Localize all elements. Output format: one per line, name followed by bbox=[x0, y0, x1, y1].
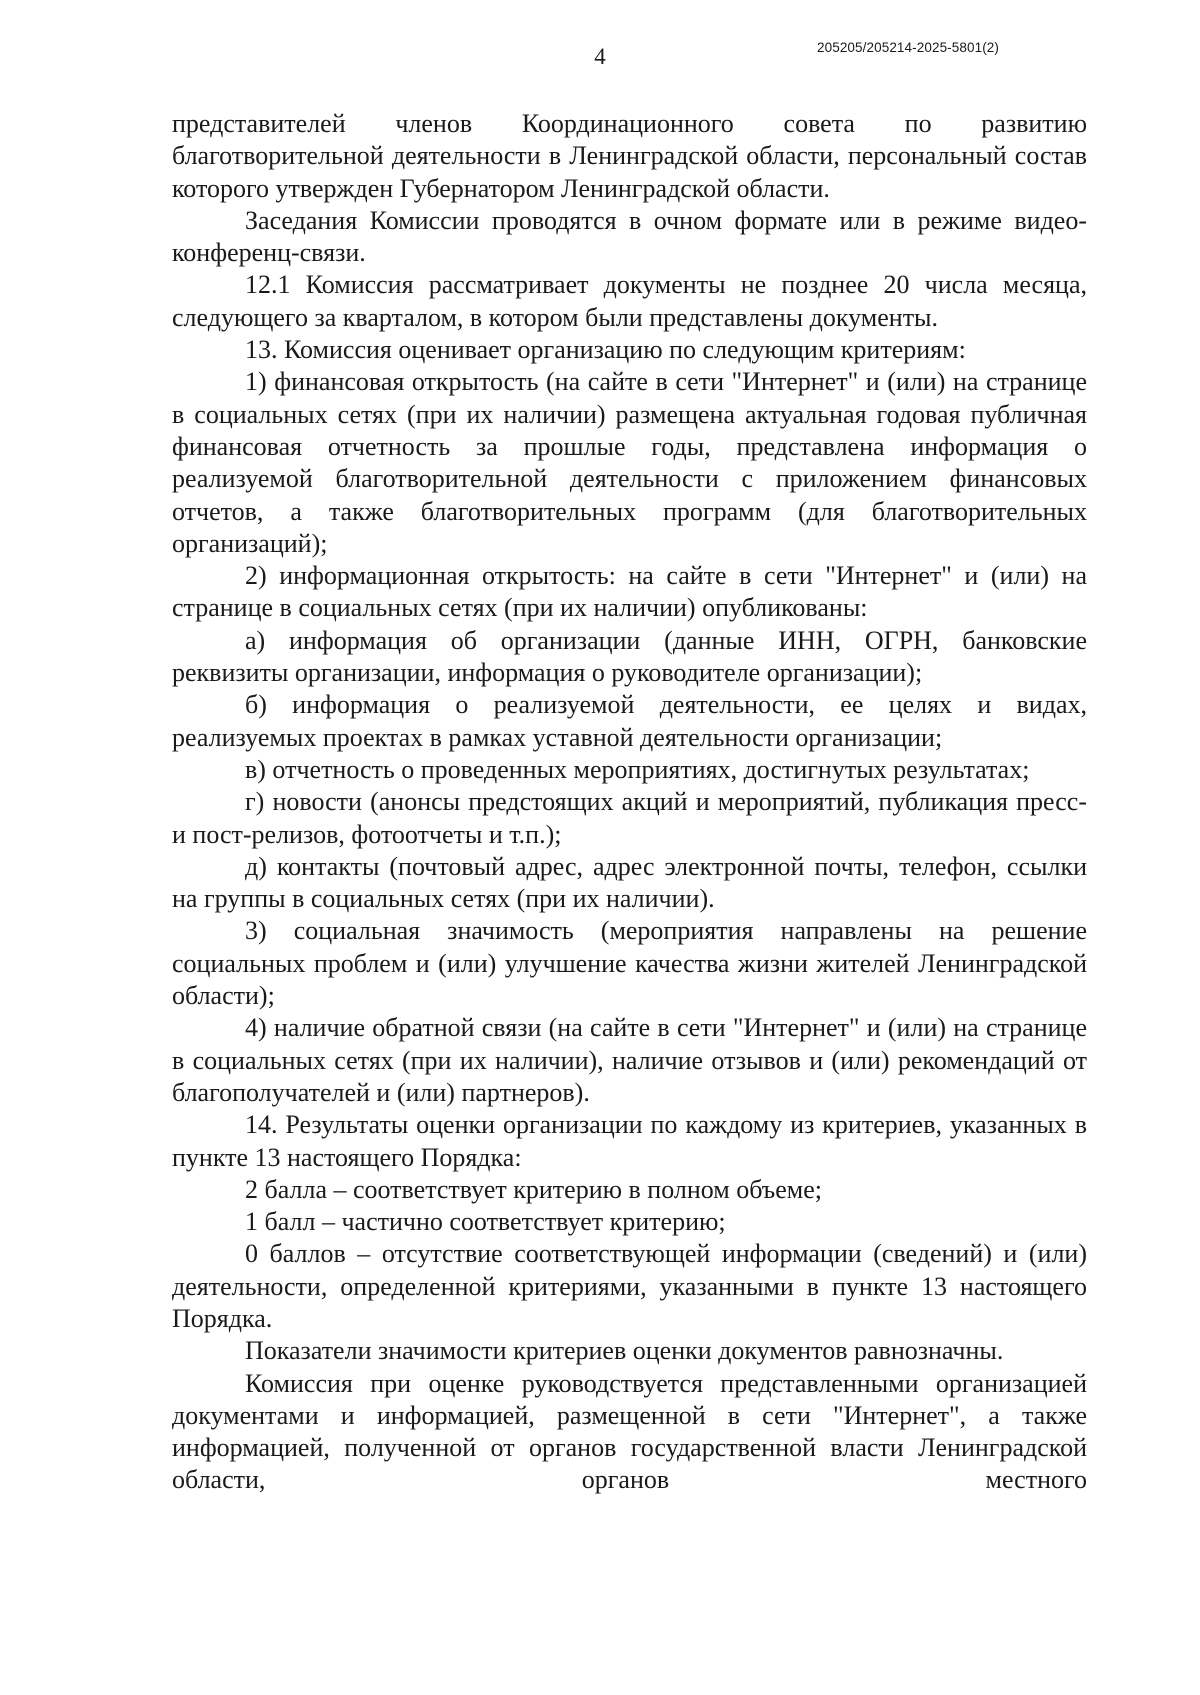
document-id: 205205/205214-2025-5801(2) bbox=[817, 40, 1000, 55]
paragraph-12-1: 12.1 Комиссия рассматривает документы не позднее 20 числа месяца, следующего за кварталом, в котором были представлены документы. bbox=[172, 270, 1087, 332]
paragraph-council-representatives: представителей членов Координационного совета по развитию благотворительной деятельности в Ленинградской области, персональный состав которого утвержден Губернатором Ленинградской области. bbox=[172, 109, 1087, 203]
paragraph-score-1: 1 балл – частично соответствует критерию; bbox=[245, 1207, 726, 1237]
paragraph-meeting-format: Заседания Комиссии проводятся в очном формате или в режиме видео-конференц-связи. bbox=[172, 205, 1087, 268]
paragraph-13: 13. Комиссия оценивает организацию по следующим критериям: bbox=[245, 335, 966, 365]
paragraph-item-b: б) информация о реализуемой деятельности, ее целях и видах, реализуемых проектах в рамках уставной деятельности организации; bbox=[172, 690, 1087, 752]
paragraph-item-d: д) контакты (почтовый адрес, адрес электронной почты, телефон, ссылки на группы в социальных сетях (при их наличии). bbox=[172, 851, 1087, 914]
paragraph-14: 14. Результаты оценки организации по каждому из критериев, указанных в пункте 13 настоящего Порядка: bbox=[172, 1110, 1087, 1172]
paragraph-score-2: 2 балла – соответствует критерию в полном объеме; bbox=[245, 1174, 823, 1204]
page-number: 4 bbox=[594, 44, 606, 69]
paragraph-item-v: в) отчетность о проведенных мероприятиях, достигнутых результатах; bbox=[245, 754, 1030, 784]
document-body bbox=[172, 108, 1087, 1497]
paragraph-item-g: г) новости (анонсы предстоящих акций и мероприятий, публикация пресс- и пост-релизов, фотоотчеты и т.п.); bbox=[172, 787, 1087, 849]
paragraph-item-a: а) информация об организации (данные ИНН, ОГРН, банковские реквизиты организации, информация о руководителе организации); bbox=[172, 625, 1087, 688]
paragraph-criterion-2: 2) информационная открытость: на сайте в сети "Интернет" и (или) на странице в социальных сетях (при их наличии) опубликованы: bbox=[172, 561, 1087, 623]
paragraph-criterion-4: 4) наличие обратной связи (на сайте в сети "Интернет" и (или) на странице в социальных сетях (при их наличии), наличие отзывов и (или) рекомендаций от благополучателей и (или) партнеров). bbox=[172, 1013, 1087, 1107]
paragraph-criterion-3: 3) социальная значимость (мероприятия направлены на решение социальных проблем и (или) улучшение качества жизни жителей Ленинградской области); bbox=[172, 916, 1087, 1011]
paragraph-criterion-1: 1) финансовая открытость (на сайте в сети "Интернет" и (или) на странице в социальных сетях (при их наличии) размещена актуальная годовая публичная финансовая отчетность за прошлые годы, представлена информация о реализуемой благотворительной деятельности с приложением финансовых отчетов, а также благотворительных программ (для благотворительных организаций); bbox=[172, 367, 1087, 558]
paragraph-score-0: 0 баллов – отсутствие соответствующей информации (сведений) и (или) деятельности, определенной критериями, указанными в пункте 13 настоящего Порядка. bbox=[172, 1239, 1087, 1333]
paragraph-equal-weights: Показатели значимости критериев оценки документов равнозначны. bbox=[245, 1336, 1004, 1366]
paragraph-commission-guidance: Комиссия при оценке руководствуется представленными организацией документами и информацией, размещенной в сети "Интернет", а также информацией, полученной от органов государственной власти Ленинградской области, органов местного bbox=[172, 1368, 1087, 1495]
